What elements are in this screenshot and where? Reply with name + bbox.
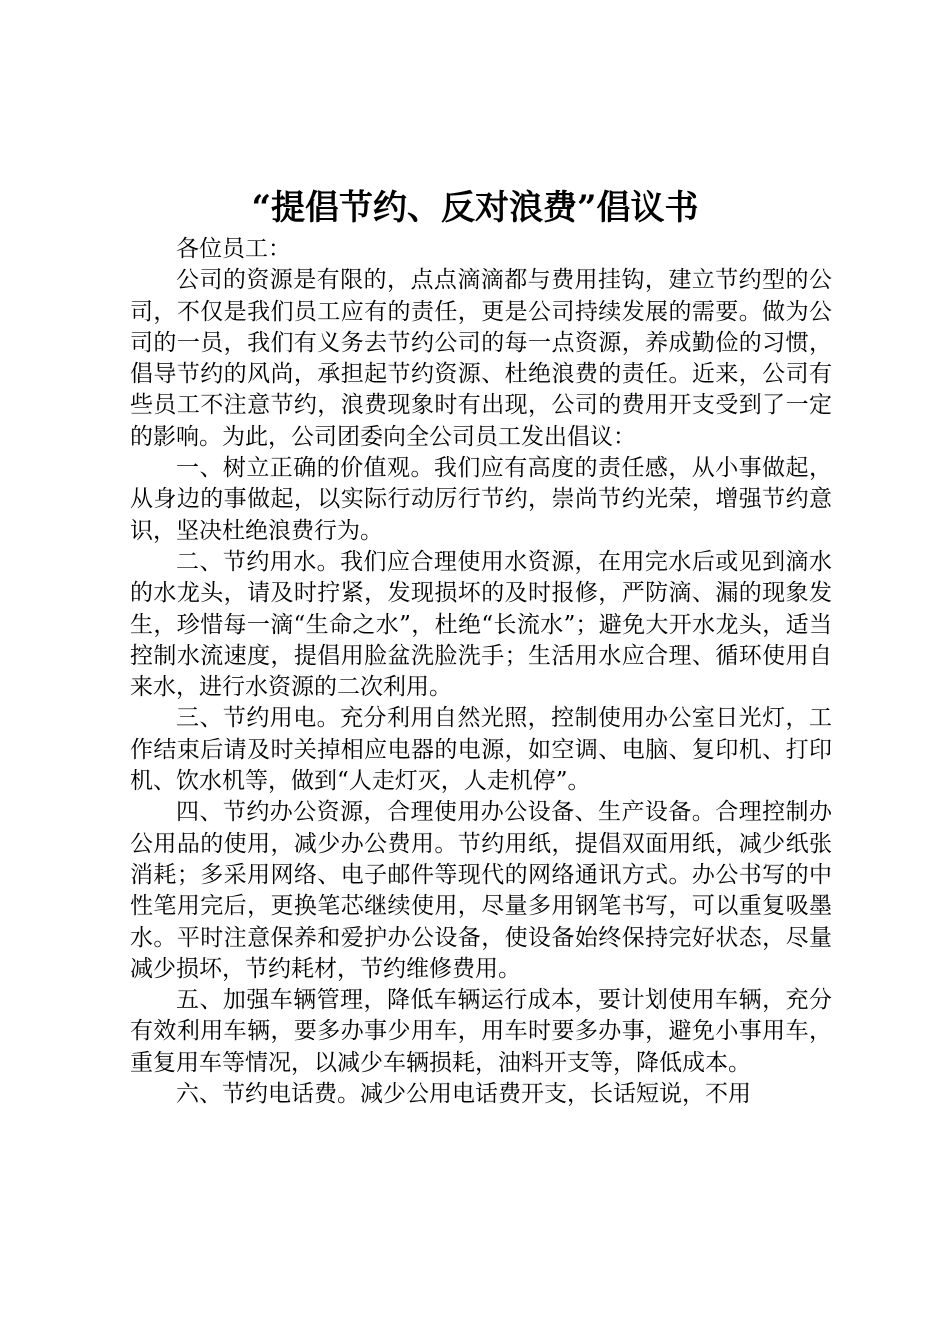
paragraph-values: 一、树立正确的价值观。我们应有高度的责任感，从小事做起，从身边的事做起，以实际行动厉行节约，崇尚节约光荣，增强节约意识，坚决杜绝浪费行为。 <box>130 455 832 544</box>
paragraph-water: 二、节约用水。我们应合理使用水资源，在用完水后或见到滴水的水龙头，请及时拧紧，发现损坏的及时报修，严防滴、漏的现象发生，珍惜每一滴“生命之水”，杜绝“长流水”；避免大开水龙头，适当控制水流速度，提倡用脸盆洗脸洗手；生活用水应合理、循环使用自来水，进行水资源的二次利用。 <box>130 548 832 701</box>
paragraph-electricity: 三、节约用电。充分利用自然光照，控制使用办公室日光灯，工作结束后请及时关掉相应电器的电源，如空调、电脑、复印机、打印机、饮水机等，做到“人走灯灭，人走机停”。 <box>130 705 832 795</box>
paragraph-intro: 公司的资源是有限的，点点滴滴都与费用挂钩，建立节约型的公司，不仅是我们员工应有的责任，更是公司持续发展的需要。做为公司的一员，我们有义务去节约公司的每一点资源，养成勤俭的习惯，倡导节约的风尚，承担起节约资源、杜绝浪费的责任。近来，公司有些员工不注意节约，浪费现象时有出现，公司的费用开支受到了一定的影响。为此，公司团委向全公司员工发出倡议： <box>130 267 832 450</box>
paragraph-vehicles: 五、加强车辆管理，降低车辆运行成本，要计划使用车辆，充分有效利用车辆，要多办事少用车，用车时要多办事，避免小事用车，重复用车等情况，以减少车辆损耗，油料开支等，降低成本。 <box>130 987 832 1076</box>
salutation: 各位员工： <box>176 236 291 262</box>
paragraph-office: 四、节约办公资源，合理使用办公设备、生产设备。合理控制办公用品的使用，减少办公费用。节约用纸，提倡双面用纸，减少纸张消耗；多采用网络、电子邮件等现代的网络通讯方式。办公书写的中性笔用完后，更换笔芯继续使用，尽量多用钢笔书写，可以重复吸墨水。平时注意保养和爱护办公设备，使设备始终保持完好状态，尽量减少损坏，节约耗材，节约维修费用。 <box>130 799 832 982</box>
document-body <box>130 234 832 1110</box>
document-title: “提倡节约、反对浪费”倡议书 <box>251 188 699 228</box>
paragraph-phone: 六、节约电话费。减少公用电话费开支，长话短说，不用 <box>176 1081 751 1108</box>
